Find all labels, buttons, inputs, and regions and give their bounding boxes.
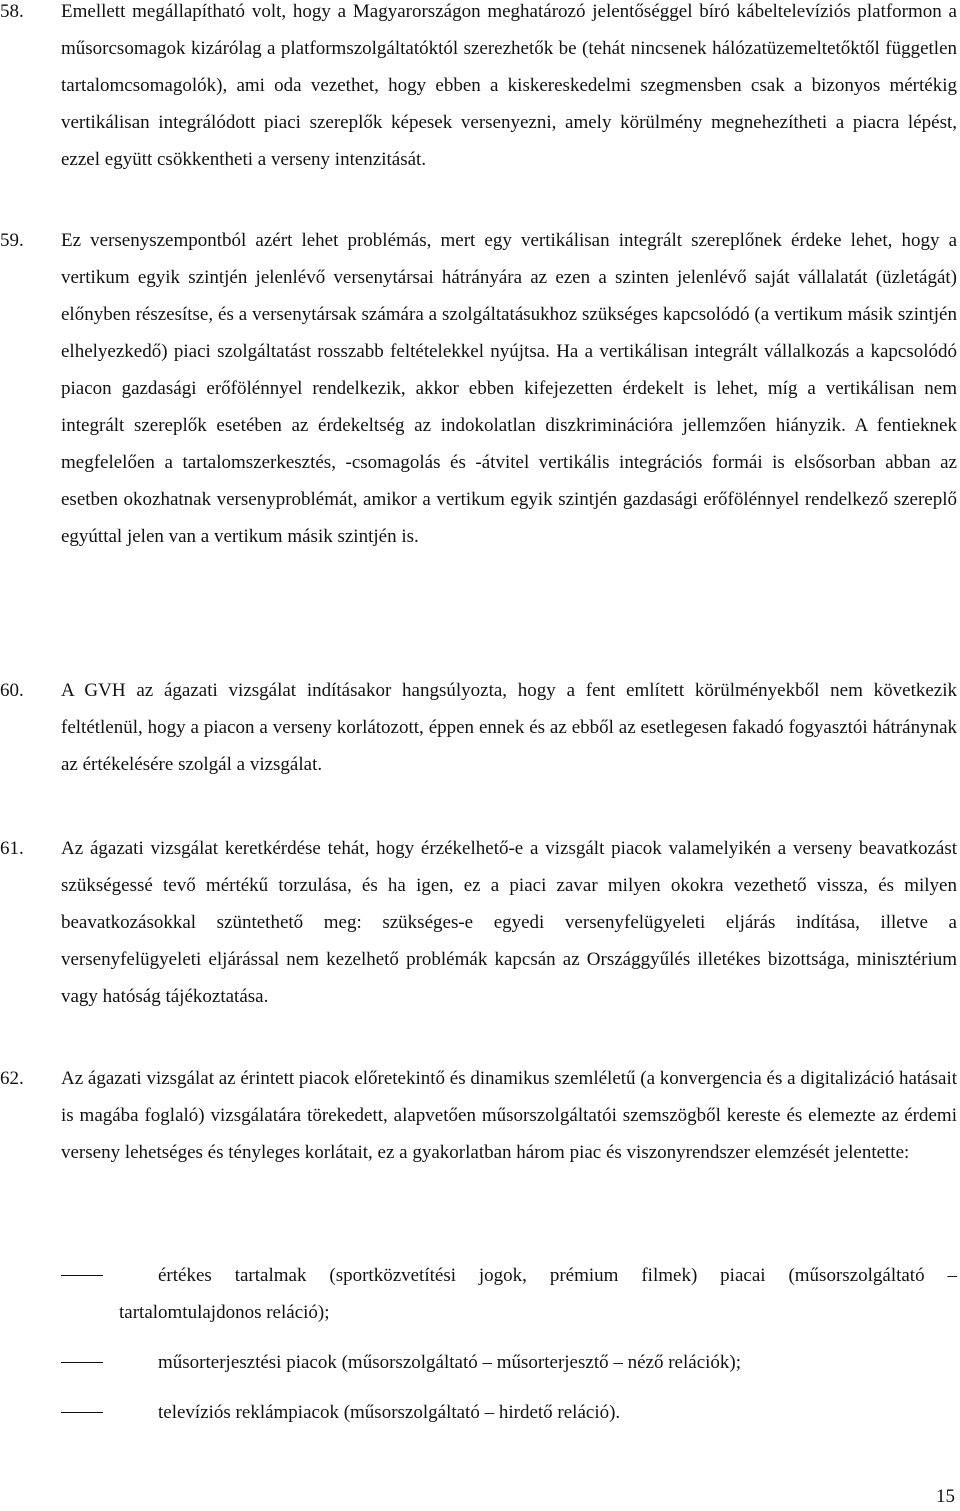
bullet-text: műsorterjesztési piacok (műsorszolgáltató – műsorterjesztő – néző relációk); — [158, 1352, 742, 1373]
paragraph-60 — [0, 672, 957, 783]
paragraph-number: 61. — [0, 838, 24, 859]
paragraph-number: 58. — [0, 1, 24, 22]
paragraph-number: 59. — [0, 230, 24, 251]
bullet-item — [0, 1394, 957, 1431]
bullet-text: televíziós reklámpiacok (műsorszolgáltató – hirdető reláció). — [158, 1402, 621, 1423]
paragraph-text: Az ágazati vizsgálat keretkérdése tehát, hogy érzékelhető-e a vizsgált piacok valamelyikén a verseny beavatkozást szükségessé tevő mértékű torzulása, és ha igen, ez a piaci zavar milyen okokra vezethető vissza, és milyen beavatkozásokkal szüntethető meg: szükséges-e egyedi versenyfelügyeleti eljárás indítása, illetve a versenyfelügyeleti eljárással nem kezelhető problémák kapcsán az Országgyűlés illetékes bizottsága, minisztérium vagy hatóság tájékoztatása. — [61, 838, 957, 1007]
dash-marker — [61, 1362, 103, 1363]
bullet-item — [0, 1344, 957, 1381]
dash-marker — [61, 1275, 103, 1276]
paragraph-text: Az ágazati vizsgálat az érintett piacok előretekintő és dinamikus szemléletű (a konvergencia és a digitalizáció hatásait is magába foglaló) vizsgálatára törekedett, alapvetően műsorszolgáltatói szemszögből kereste és elemezte az érdemi verseny lehetséges és tényleges korlátait, ez a gyakorlatban három piac és viszonyrendszer elemzését jelentette: — [61, 1068, 957, 1163]
paragraph-61 — [0, 830, 957, 1015]
dash-marker — [61, 1412, 103, 1413]
page-number: 15 — [936, 1486, 955, 1507]
bullet-text: értékes tartalmak (sportközvetítési jogok, prémium filmek) piacai (műsorszolgáltató – tartalomtulajdonos reláció); — [119, 1265, 957, 1323]
paragraph-62 — [0, 1060, 957, 1171]
paragraph-58 — [0, 0, 957, 178]
paragraph-number: 62. — [0, 1068, 24, 1089]
paragraph-text: A GVH az ágazati vizsgálat indításakor hangsúlyozta, hogy a fent említett körülményekből nem következik feltétlenül, hogy a piacon a verseny korlátozott, éppen ennek és az ebből az esetlegesen fakadó fogyasztói hátránynak az értékelésére szolgál a vizsgálat. — [61, 680, 957, 775]
paragraph-59 — [0, 222, 957, 555]
paragraph-number: 60. — [0, 680, 24, 701]
paragraph-text: Ez versenyszempontból azért lehet problémás, mert egy vertikálisan integrált szereplőnek érdeke lehet, hogy a vertikum egyik szintjén jelenlévő versenytársai hátrányára az ezen a szinten jelenlévő saját vállalatát (üzletágát) előnyben részesítse, és a versenytársak számára a szolgáltatásukhoz szükséges kapcsolódó (a vertikum másik szintjén elhelyezkedő) piaci szolgáltatást rosszabb feltételekkel nyújtsa. Ha a vertikálisan integrált vállalkozás a kapcsolódó piacon gazdasági erőfölénnyel rendelkezik, akkor ebben kifejezetten érdekelt is lehet, míg a vertikálisan nem integrált szereplők esetében az érdekeltség az indokolatlan diszkriminációra jellemzően hiányzik. A fentieknek megfelelően a tartalomszerkesztés, -csomagolás és -átvitel vertikális integrációs formái is elsősorban abban az esetben okozhatnak versenyproblémát, amikor a vertikum egyik szintjén gazdasági erőfölénnyel rendelkező szereplő egyúttal jelen van a vertikum másik szintjén is. — [61, 230, 957, 547]
paragraph-text: Emellett megállapítható volt, hogy a Magyarországon meghatározó jelentőséggel bíró kábeltelevíziós platformon a műsorcsomagok kizárólag a platformszolgáltatóktól szerezhetők be (tehát nincsenek hálózatüzemeltetőktől független tartalomcsomagolók), ami oda vezethet, hogy ebben a kiskereskedelmi szegmensben csak a bizonyos mértékig vertikálisan integrálódott piaci szereplők képesek versenyezni, amely körülmény megnehezítheti a piacra lépést, ezzel együtt csökkentheti a verseny intenzitását. — [61, 1, 957, 170]
bullet-item — [0, 1257, 957, 1331]
